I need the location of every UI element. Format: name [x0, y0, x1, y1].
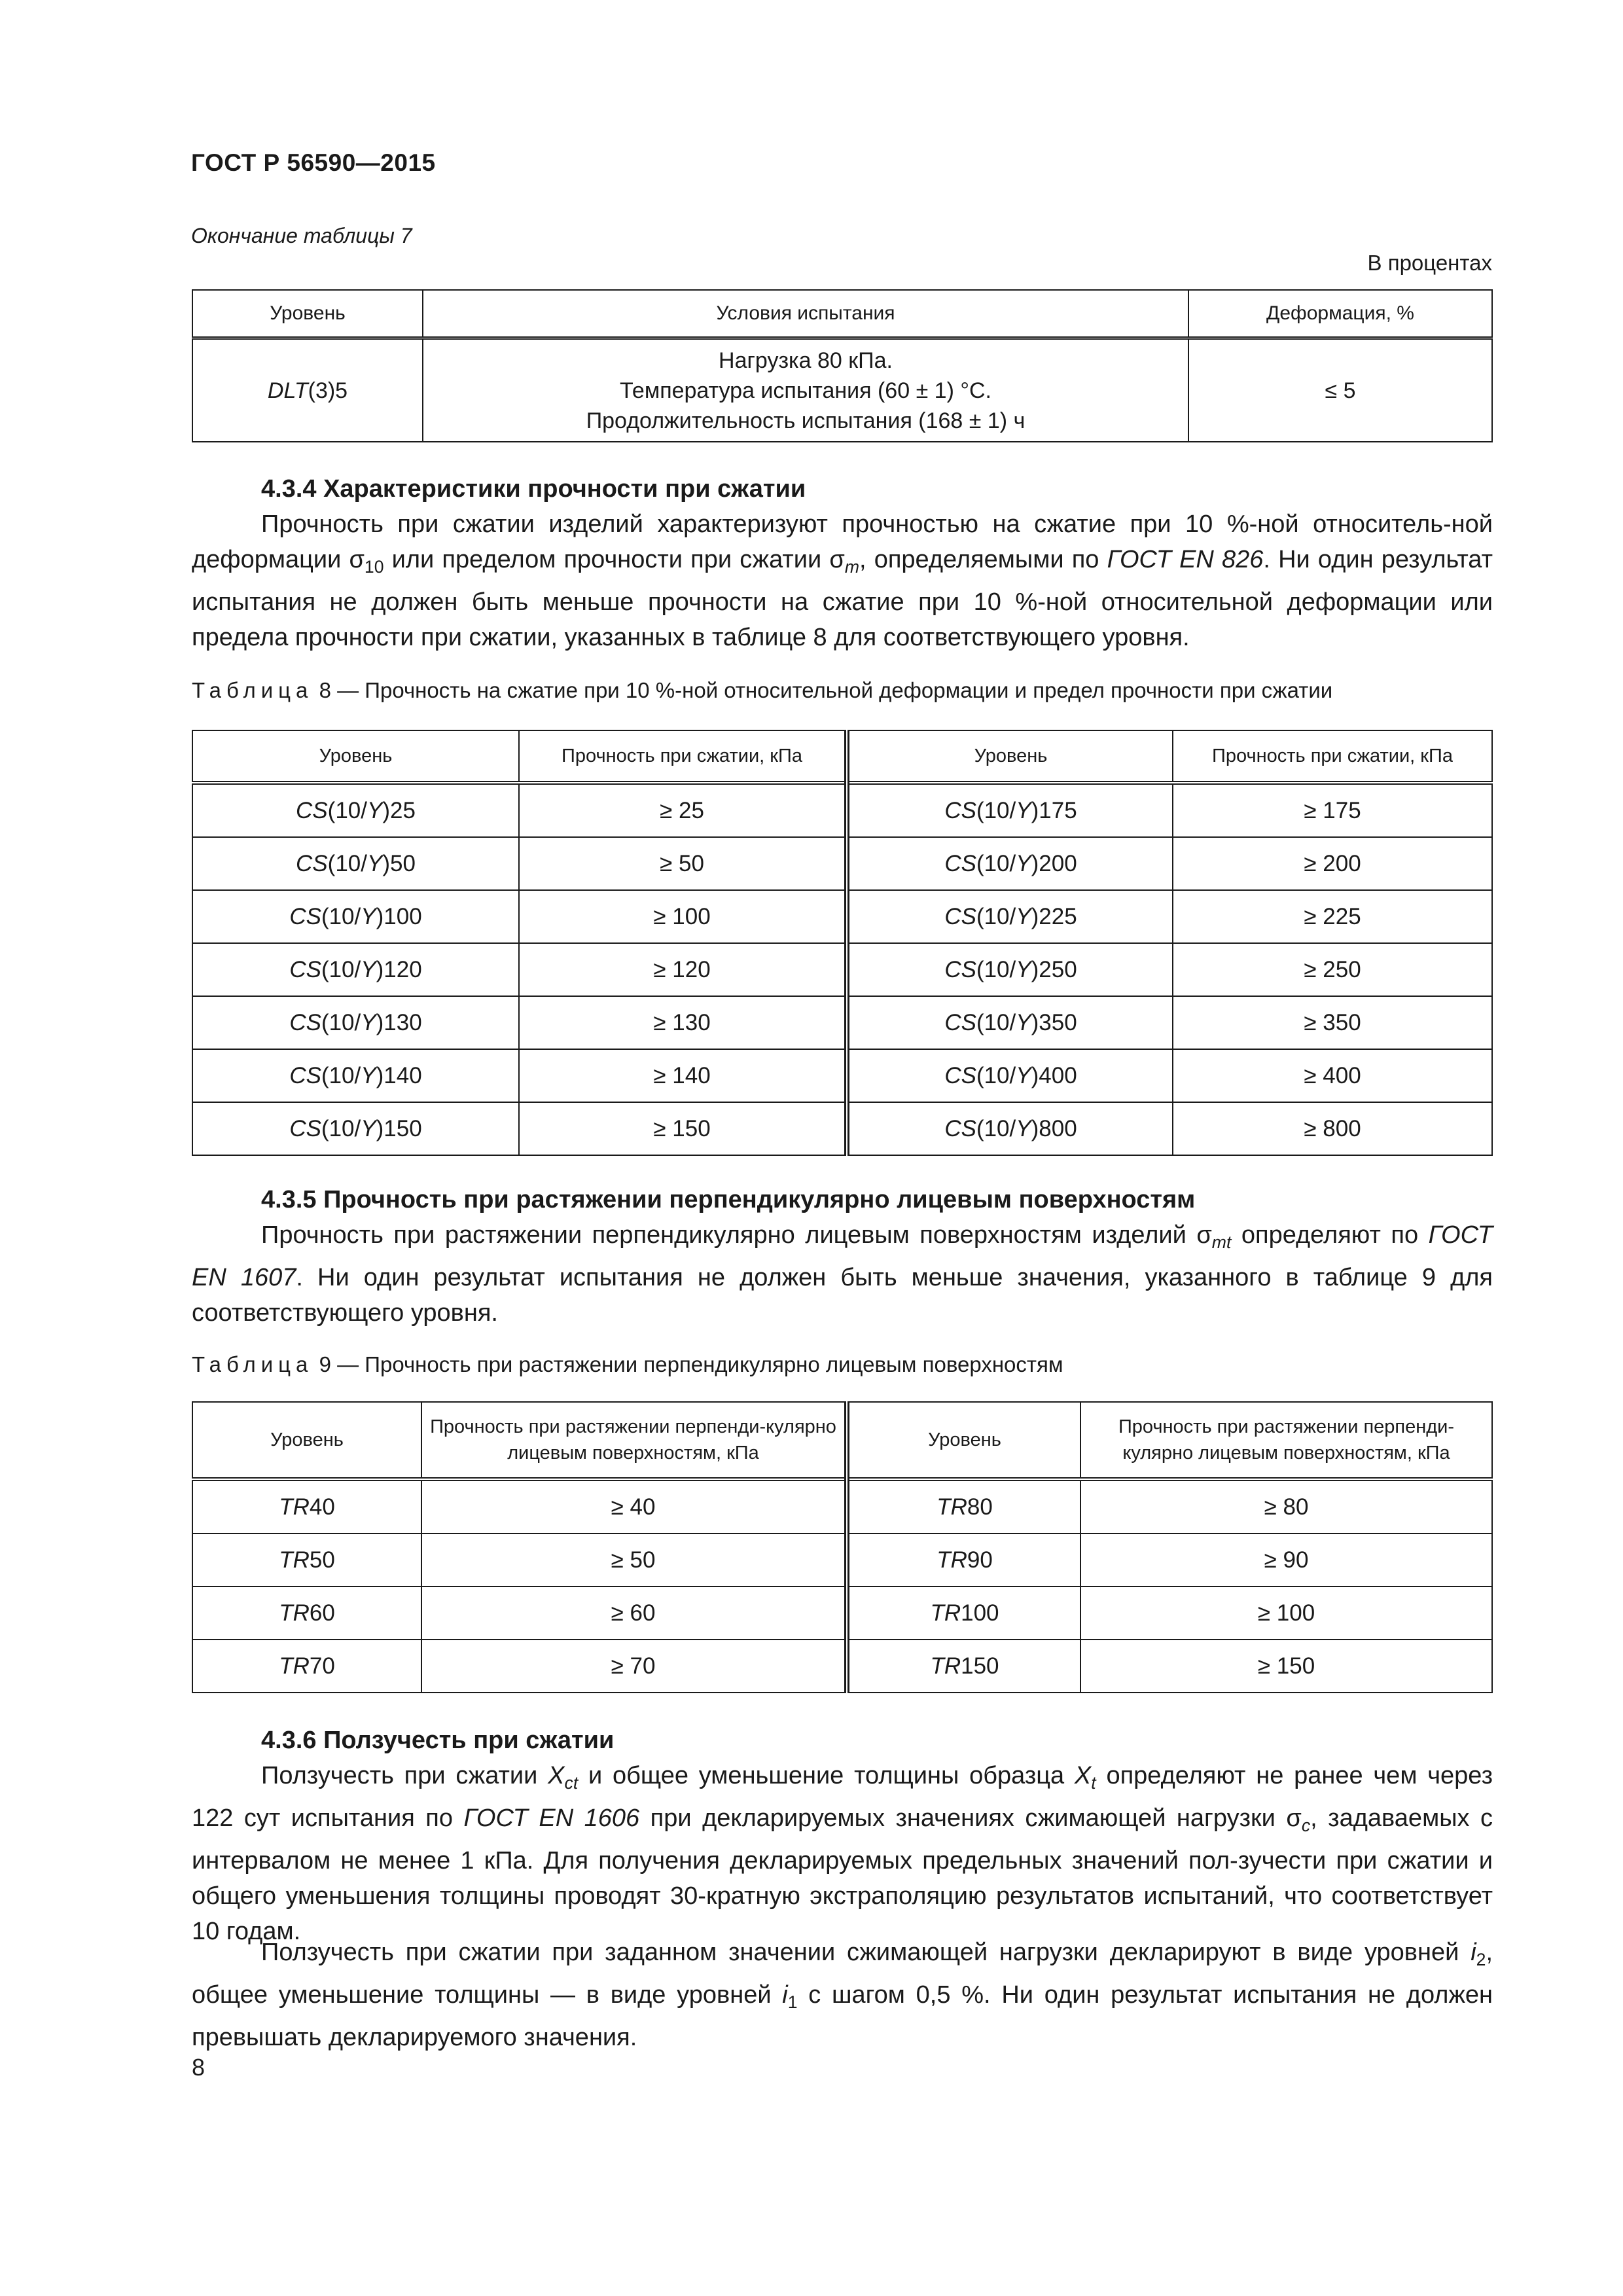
table-row [192, 338, 1492, 442]
table9-header-level: Уровень [192, 1402, 421, 1479]
table-row [192, 783, 1492, 837]
table8-level: CS(10/Y)25 [192, 783, 519, 837]
table7-conditions: Нагрузка 80 кПа. Температура испытания (60 ± 1) °С. Продолжительность испытания (168 ± 1) ч [423, 338, 1188, 442]
table-8 [192, 730, 1493, 1156]
table8-value: ≥ 100 [519, 890, 847, 943]
table-units: В процентах [1367, 251, 1492, 275]
section-4-3-6-heading: 4.3.6 Ползучесть при сжатии [261, 1727, 615, 1754]
table9-header-level-2: Уровень [847, 1402, 1080, 1479]
table8-level-2: CS(10/Y)250 [847, 943, 1173, 996]
table8-value: ≥ 120 [519, 943, 847, 996]
table8-value-2: ≥ 250 [1173, 943, 1492, 996]
table9-value: ≥ 40 [421, 1479, 847, 1534]
table8-value-2: ≥ 225 [1173, 890, 1492, 943]
table9-value-2: ≥ 100 [1080, 1587, 1492, 1640]
table9-level-2: TR150 [847, 1640, 1080, 1693]
table-row [192, 1534, 1492, 1587]
table-row [192, 1640, 1492, 1693]
table8-level: CS(10/Y)130 [192, 996, 519, 1049]
table7-deformation: ≤ 5 [1188, 338, 1492, 442]
section-4-3-5-heading: 4.3.5 Прочность при растяжении перпендикулярно лицевым поверхностям [261, 1186, 1196, 1213]
table-row [192, 1049, 1492, 1102]
table-row [192, 837, 1492, 890]
table9-header-strength-2: Прочность при растяжении перпенди-кулярно лицевым поверхностям, кПа [1080, 1402, 1492, 1479]
table8-value-2: ≥ 400 [1173, 1049, 1492, 1102]
table9-value: ≥ 60 [421, 1587, 847, 1640]
table-row [192, 996, 1492, 1049]
table-row [192, 890, 1492, 943]
table8-level-2: CS(10/Y)350 [847, 996, 1173, 1049]
table8-level: CS(10/Y)50 [192, 837, 519, 890]
table-row [192, 943, 1492, 996]
table-row [192, 1102, 1492, 1155]
section-4-3-6-paragraph-1: Ползучесть при сжатии $X_{ct}$ и общее уменьшение толщины образца $X_t$ определяют не ранее чем через 122 сут испытания по ГОСТ EN 1606 при декларируемых значениях сжимающей нагрузки $\sigma_c$, задаваемых с интервалом не менее 1 кПа. Для получения декларируемых предельных значений пол-зучести при сжатии и общего уменьшения толщины проводят 30-кратную экстраполяцию результатов испытаний, что соответствует 10 годам. [192, 1762, 1493, 1945]
table8-header-strength: Прочность при сжатии, кПа [519, 730, 847, 783]
table8-value: ≥ 130 [519, 996, 847, 1049]
section-4-3-6-paragraph-2: Ползучесть при сжатии при заданном значении сжимающей нагрузки декларируют в виде уровней $i_2$, общее уменьшение толщины — в виде уровней $i_1$ с шагом 0,5 %. Ни один результат испытания не должен превышать декларируемого значения. [192, 1939, 1493, 2051]
table8-value: ≥ 140 [519, 1049, 847, 1102]
table8-header-level: Уровень [192, 730, 519, 783]
table8-level: CS(10/Y)120 [192, 943, 519, 996]
table8-level: CS(10/Y)100 [192, 890, 519, 943]
table8-level-2: CS(10/Y)175 [847, 783, 1173, 837]
table8-level-2: CS(10/Y)400 [847, 1049, 1173, 1102]
document-header: ГОСТ Р 56590—2015 [191, 149, 436, 176]
table9-header-strength: Прочность при растяжении перпенди-кулярно лицевым поверхностям, кПа [421, 1402, 847, 1479]
table9-value-2: ≥ 150 [1080, 1640, 1492, 1693]
table9-value-2: ≥ 90 [1080, 1534, 1492, 1587]
table9-value: ≥ 70 [421, 1640, 847, 1693]
table8-level-2: CS(10/Y)225 [847, 890, 1173, 943]
table9-level: TR40 [192, 1479, 421, 1534]
page-number: 8 [192, 2054, 205, 2081]
section-4-3-4-paragraph: Прочность при сжатии изделий характеризуют прочностью на сжатие при 10 %-ной относитель-ной деформации $\sigma_{10}$ или пределом прочности при сжатии $\sigma_m$, определяемыми по ГОСТ EN 826. Ни один результат испытания не должен быть меньше прочности на сжатие при 10 %-ной относительной деформации или предела прочности при сжатии, указанных в таблице 8 для соответствующего уровня. [192, 511, 1493, 651]
table8-value: ≥ 25 [519, 783, 847, 837]
table9-level: TR70 [192, 1640, 421, 1693]
table8-value-2: ≥ 350 [1173, 996, 1492, 1049]
table-9 [192, 1401, 1493, 1693]
table9-level-2: TR80 [847, 1479, 1080, 1534]
table8-level: CS(10/Y)140 [192, 1049, 519, 1102]
table8-header-level-2: Уровень [847, 730, 1173, 783]
table8-level-2: CS(10/Y)800 [847, 1102, 1173, 1155]
table-9-caption: Таблица 9 — Прочность при растяжении перпендикулярно лицевым поверхностям [192, 1352, 1063, 1376]
table9-level: TR60 [192, 1587, 421, 1640]
table-7 [192, 289, 1493, 442]
table8-level-2: CS(10/Y)200 [847, 837, 1173, 890]
table9-level-2: TR100 [847, 1587, 1080, 1640]
table9-value-2: ≥ 80 [1080, 1479, 1492, 1534]
table8-value: ≥ 50 [519, 837, 847, 890]
table-row [192, 1587, 1492, 1640]
table9-value: ≥ 50 [421, 1534, 847, 1587]
table-8-caption: Таблица 8 — Прочность на сжатие при 10 %-ной относительной деформации и предел прочности при сжатии [192, 678, 1333, 702]
table9-level: TR50 [192, 1534, 421, 1587]
table9-level-2: TR90 [847, 1534, 1080, 1587]
table7-level: DLT(3)5 [192, 338, 423, 442]
table-row [192, 1479, 1492, 1534]
table7-header-level: Уровень [192, 290, 423, 338]
table8-value-2: ≥ 800 [1173, 1102, 1492, 1155]
table8-value-2: ≥ 175 [1173, 783, 1492, 837]
table8-value-2: ≥ 200 [1173, 837, 1492, 890]
table-continuation-label: Окончание таблицы 7 [191, 224, 412, 247]
table8-level: CS(10/Y)150 [192, 1102, 519, 1155]
section-4-3-4-heading: 4.3.4 Характеристики прочности при сжатии [261, 475, 806, 503]
table7-header-conditions: Условия испытания [423, 290, 1188, 338]
section-4-3-5-paragraph: Прочность при растяжении перпендикулярно лицевым поверхностям изделий $\sigma_{mt}$ определяют по ГОСТ EN 1607. Ни один результат испытания не должен быть меньше значения, указанного в таблице 9 для соответствующего уровня. [192, 1221, 1493, 1327]
table8-header-strength-2: Прочность при сжатии, кПа [1173, 730, 1492, 783]
table8-value: ≥ 150 [519, 1102, 847, 1155]
table7-header-deformation: Деформация, % [1188, 290, 1492, 338]
